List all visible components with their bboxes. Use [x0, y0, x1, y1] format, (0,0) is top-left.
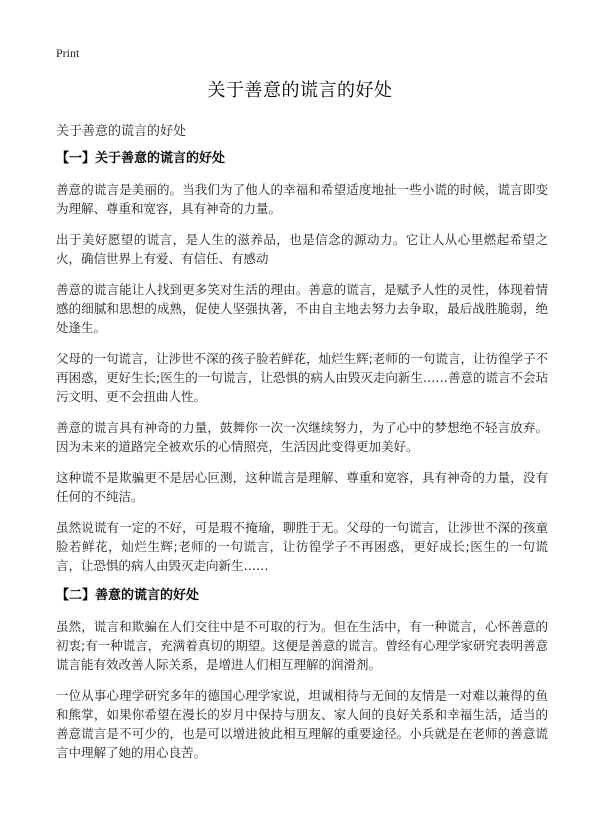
section-heading: 【一】关于善意的谎言的好处 [56, 151, 226, 166]
paragraph: 善意的谎言能让人找到更多笑对生活的理由。善意的谎言，是赋予人性的灵性，体现着情感的细腻和思想的成熟，促使人坚强执著，不由自主地去努力去争取，最后战胜脆弱，绝处逢生。 [56, 282, 548, 335]
print-link[interactable]: Print [56, 46, 80, 60]
article-body [56, 150, 548, 774]
page-title: 关于善意的谎言的好处 [207, 80, 393, 101]
paragraph: 这种谎不是欺骗更不是居心叵测，这种谎言是理解、尊重和宽容，具有神奇的力量，没有任何的不纯洁。 [56, 470, 548, 504]
paragraph: 虽然说谎有一定的不好，可是瑕不掩瑜，聊胜于无。父母的一句谎言，让涉世不深的孩童脸若鲜花，灿烂生辉;老师的一句谎言，让彷徨学子不再困惑，更好成长;医生的一句谎言，让恐惧的病人由毁灭走向新生…… [56, 520, 548, 573]
paragraph: 虽然，谎言和欺骗在人们交往中是不可取的行为。但在生活中，有一种谎言，心怀善意的初衷;有一种谎言，充满着真切的期望。这便是善意的谎言。曾经有心理学家研究表明善意谎言能有效改善人际关系，是增进人们相互理解的润滑剂。 [56, 619, 548, 672]
section-heading: 【二】善意的谎言的好处 [56, 588, 200, 603]
paragraph: 善意的谎言是美丽的。当我们为了他人的幸福和希望适度地扯一些小谎的时候，谎言即变为理解、尊重和宽容，具有神奇的力量。 [56, 182, 548, 216]
paragraph: 出于美好愿望的谎言，是人生的滋养品，也是信念的源动力。它让人从心里燃起希望之火，确信世界上有爱、有信任、有感动 [56, 232, 548, 266]
page-subtitle: 关于善意的谎言的好处 [56, 124, 187, 139]
paragraph: 善意的谎言具有神奇的力量，鼓舞你一次一次继续努力，为了心中的梦想绝不轻言放弃。因为未来的道路完全被欢乐的心情照亮，生活因此变得更加美好。 [56, 420, 548, 454]
paragraph: 父母的一句谎言，让涉世不深的孩子脸若鲜花，灿烂生辉;老师的一句谎言，让彷徨学子不再困惑，更好生长;医生的一句谎言，让恐惧的病人由毁灭走向新生……善意的谎言不会玷污文明、更不会扭曲人性。 [56, 351, 548, 404]
paragraph: 一位从事心理学研究多年的德国心理学家说，坦诚相待与无间的友情是一对难以兼得的鱼和熊掌，如果你希望在漫长的岁月中保持与朋友、家人间的良好关系和幸福生活，适当的善意谎言是不可少的，也是可以增进彼此相互理解的重要途径。小兵就是在老师的善意谎言中理解了她的用心良苦。 [56, 688, 548, 760]
